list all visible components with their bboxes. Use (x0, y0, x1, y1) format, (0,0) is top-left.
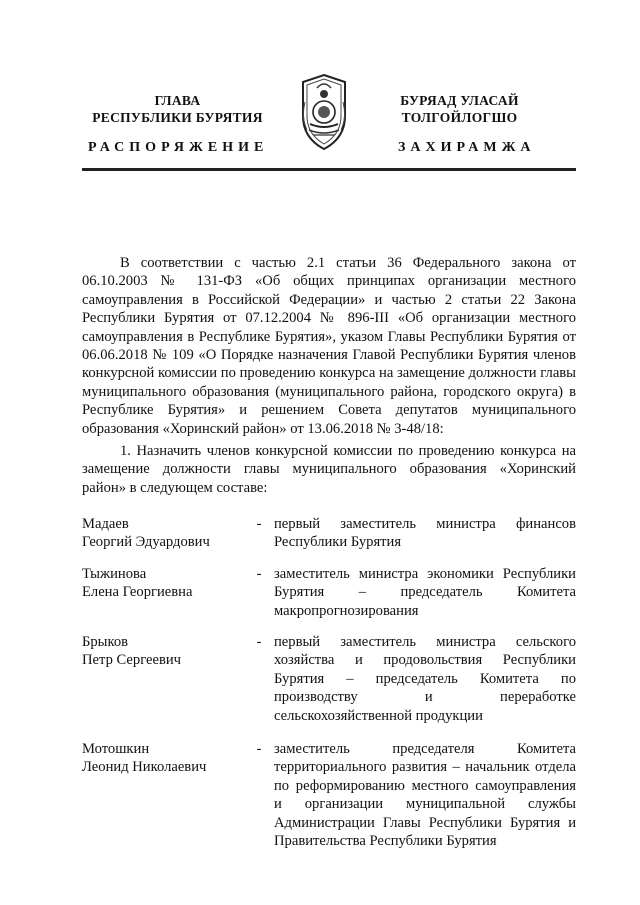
doc-type-bua: ЗАХИРАМЖА (398, 140, 536, 155)
member-given-name: Леонид Николаевич (82, 759, 207, 776)
doc-type-ru: РАСПОРЯЖЕНИЕ (88, 140, 269, 155)
member-surname: Брыков (82, 634, 129, 650)
member-dash: - (256, 741, 262, 757)
member-surname: Мадаев (82, 516, 129, 532)
header-left-subtitle: РЕСПУБЛИКИ БУРЯТИЯ (92, 110, 263, 125)
member-surname: Тыжинова (82, 566, 147, 582)
member-given-name: Елена Георгиевна (82, 584, 193, 601)
member-dash: - (256, 634, 262, 650)
preamble-paragraph: В соответствии с частью 2.1 статьи 36 Федерального закона от 06.10.2003 № 131-ФЗ «Об общих принципах организации местного самоуправления в Российской Федерации» и частью 2 статьи 22 Закона Республики Бурятия от 07.12.2004 № 896-III «Об организации местного самоуправления в Республике Бурятия», указом Главы Республики Бурятия от 06.06.2018 № 109 «О Порядке назначения Главой Республики Бурятия членов конкурсной комиссии по проведению конкурса на замещение должности главы муниципального образования (муниципального района, городского округа) в Республике Бурятия» и решением Совета депутатов муниципального образования «Хоринский район» от 13.06.2018 № 3-48/18: (82, 255, 576, 437)
header-right-subtitle: ТОЛГОЙЛОГШО (401, 110, 518, 125)
member-name (82, 740, 242, 777)
member-surname: Мотошкин (82, 741, 150, 757)
coat-of-arms-icon (295, 72, 353, 152)
member-dash: - (256, 516, 262, 532)
member-name (82, 565, 242, 602)
header-right (362, 92, 557, 126)
item-1-paragraph: 1. Назначить членов конкурсной комиссии по проведению конкурса на замещение должности главы муниципального образования «Хоринский район» в следующем составе: (82, 443, 576, 496)
member-name (82, 515, 242, 552)
header-left (80, 92, 275, 126)
member-role: первый заместитель министра сельского хозяйства и продовольствия Республики Бурятия – председатель Комитета по производству и переработке сельскохозяйственной продукции (274, 634, 576, 724)
member-name (82, 633, 242, 670)
header-divider (82, 168, 576, 171)
member-given-name: Петр Сергеевич (82, 652, 181, 669)
member-role: заместитель председателя Комитета территориального развития – начальник отдела по реформированию местного самоуправления и организации муниципальной службы Администрации Главы Республики Бурятия и Правительства Республики Бурятия (274, 741, 576, 850)
member-role: первый заместитель министра финансов Республики Бурятия (274, 516, 576, 551)
member-dash: - (256, 566, 262, 582)
member-given-name: Георгий Эдуардович (82, 534, 210, 551)
member-role: заместитель министра экономики Республики Бурятия – председатель Комитета макропрогнозирования (274, 566, 576, 619)
header-left-title: ГЛАВА (154, 93, 201, 108)
header-right-title: БУРЯАД УЛАСАЙ (400, 93, 519, 108)
